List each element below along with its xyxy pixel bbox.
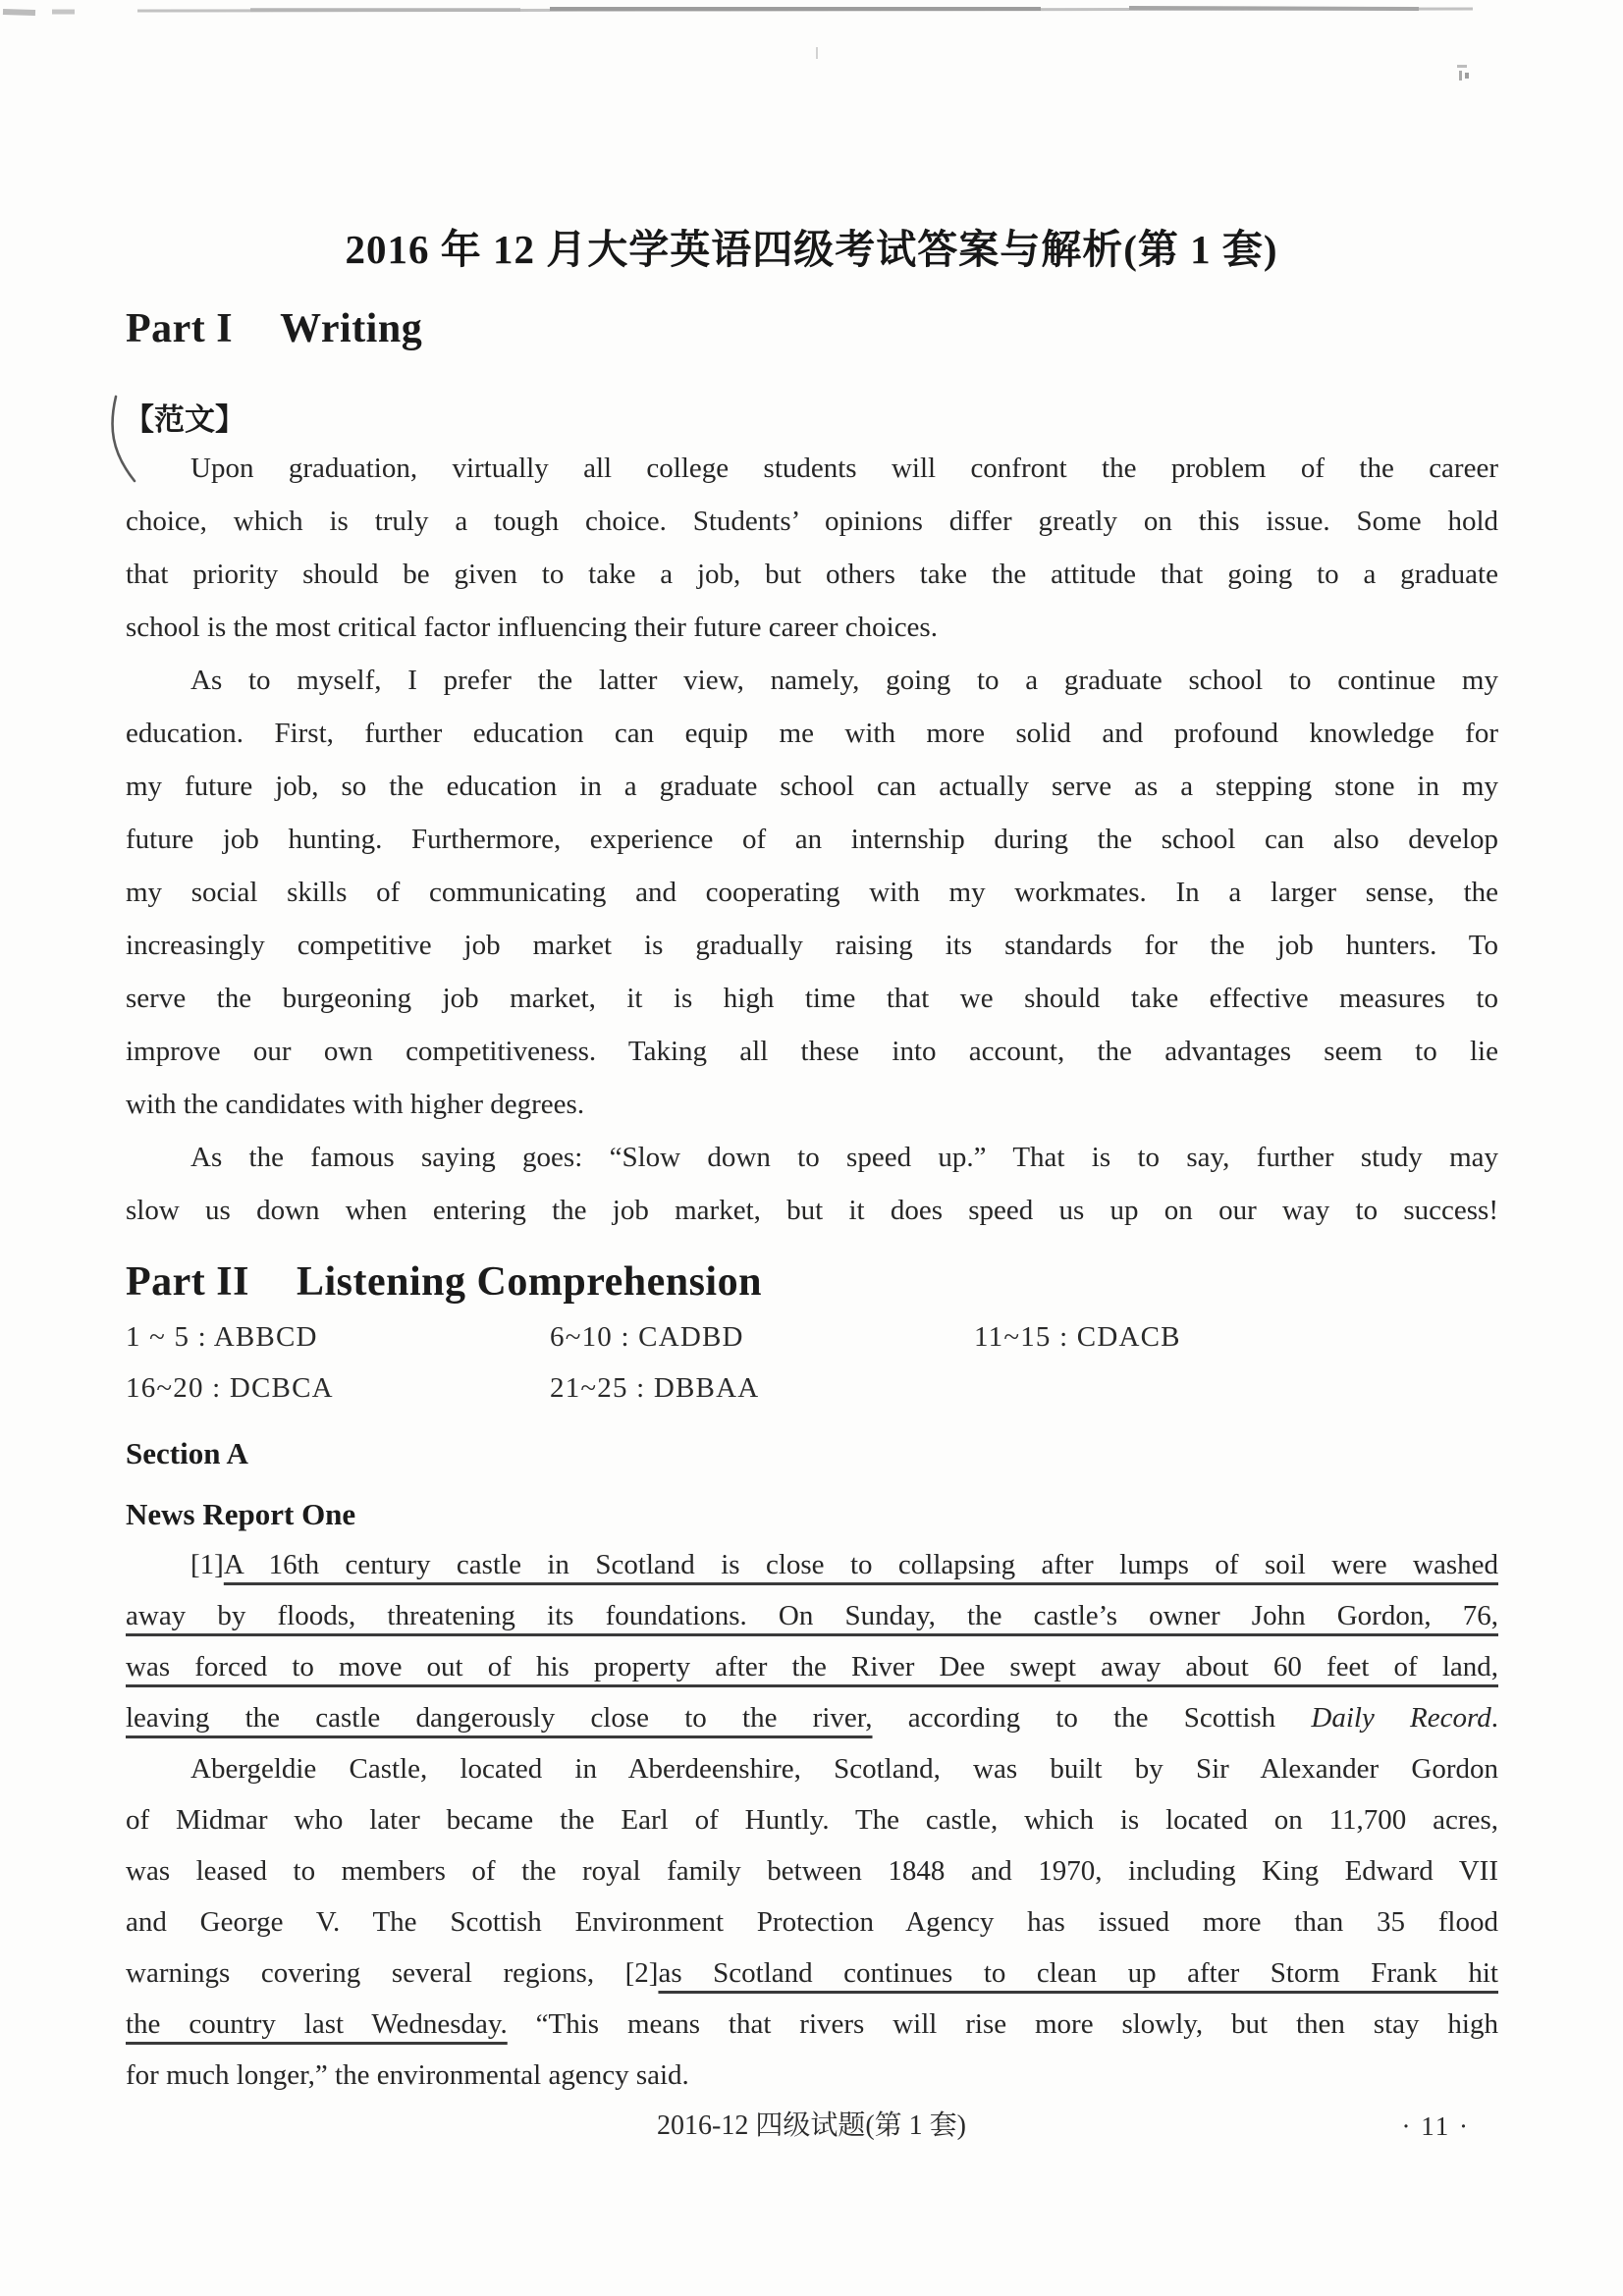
text-line <box>126 1025 1498 1078</box>
underlined-text: away by floods, threatening its foundations. On Sunday, the castle’s owner John Gordon, 76, <box>126 1600 1498 1631</box>
section-a-heading: Section A <box>126 1436 248 1470</box>
text-segment: my future job, so the education in a graduate school can actually serve as a stepping stone in my <box>126 771 1498 802</box>
underlined-text: the country last Wednesday. <box>126 2008 508 2040</box>
text-segment: that priority should be given to take a job, but others take the attitude that going to a graduate <box>126 559 1498 590</box>
answer-cell: 1 ~ 5 : ABBCD <box>126 1321 318 1353</box>
part2-heading <box>126 1257 762 1307</box>
text-line <box>126 548 1498 601</box>
text-line <box>126 1078 1498 1131</box>
text-segment: and George V. The Scottish Environment Protection Agency has issued more than 35 flood <box>126 1906 1498 1938</box>
italic-text: Daily Record <box>1311 1702 1491 1734</box>
text-line <box>126 1641 1498 1692</box>
text-segment: Upon graduation, virtually all college students will confront the problem of the career <box>190 453 1498 484</box>
text-line <box>126 813 1498 866</box>
sample-essay-label: 【范文】 <box>124 402 245 437</box>
text-segment: “This means that rivers will rise more slowly, but then stay high <box>507 2008 1498 2040</box>
text-line <box>126 495 1498 548</box>
text-line <box>126 1845 1498 1896</box>
news-report-one-transcript <box>126 1539 1498 2101</box>
text-segment: school is the most critical factor influencing their future career choices. <box>126 612 938 643</box>
page-title: 2016 年 12 月大学英语四级考试答案与解析(第 1 套) <box>345 227 1278 272</box>
text-line <box>126 442 1498 495</box>
text-line <box>126 1896 1498 1948</box>
text-line <box>126 866 1498 919</box>
text-segment: . <box>1490 1702 1498 1734</box>
text-line <box>126 919 1498 972</box>
footer-booklet-label: 2016-12 四级试题(第 1 套) <box>657 2110 966 2141</box>
part1-heading-label: Part I <box>126 306 234 351</box>
text-line <box>126 601 1498 654</box>
underlined-text: was forced to move out of his property after the River Dee swept away about 60 feet of land, <box>126 1651 1498 1682</box>
text-line <box>126 1948 1498 1999</box>
text-segment: As the famous saying goes: “Slow down to speed up.” That is to say, further study may <box>190 1142 1498 1173</box>
text-segment: was leased to members of the royal family between 1848 and 1970, including King Edward VII <box>126 1855 1498 1887</box>
answer-cell: 6~10 : CADBD <box>550 1321 744 1353</box>
text-line <box>126 707 1498 760</box>
text-segment: for much longer,” the environmental agency said. <box>126 2059 689 2091</box>
scan-noise-top-streak <box>0 0 1623 118</box>
text-line <box>126 1999 1498 2050</box>
underlined-text: leaving the castle dangerously close to the river, <box>126 1702 873 1734</box>
text-segment: Abergeldie Castle, located in Aberdeenshire, Scotland, was built by Sir Alexander Gordon <box>190 1753 1498 1785</box>
text-segment: with the candidates with higher degrees. <box>126 1089 585 1120</box>
text-segment: slow us down when entering the job market, but it does speed us up on our way to success! <box>126 1195 1498 1226</box>
text-segment: according to the Scottish <box>872 1702 1312 1734</box>
writing-sample-essay <box>126 442 1498 1237</box>
text-line <box>126 1692 1498 1743</box>
text-line <box>126 1184 1498 1237</box>
listening-answer-key <box>126 1311 1498 1414</box>
text-line <box>126 1794 1498 1845</box>
part1-heading-title: Writing <box>280 306 423 351</box>
answer-row <box>126 1362 1498 1414</box>
text-line <box>126 1590 1498 1641</box>
text-segment: my social skills of communicating and cooperating with my workmates. In a larger sense, the <box>126 877 1498 908</box>
underlined-text: as Scotland continues to clean up after Storm Frank hit <box>658 1957 1498 1989</box>
text-segment: choice, which is truly a tough choice. Students’ opinions differ greatly on this issue. Some hold <box>126 506 1498 537</box>
answer-cell: 16~20 : DCBCA <box>126 1372 334 1404</box>
text-line <box>126 654 1498 707</box>
text-line <box>126 1131 1498 1184</box>
text-segment: of Midmar who later became the Earl of Huntly. The castle, which is located on 11,700 acres, <box>126 1804 1498 1836</box>
part2-heading-title: Listening Comprehension <box>296 1259 762 1305</box>
text-segment: education. First, further education can equip me with more solid and profound knowledge for <box>126 718 1498 749</box>
text-line <box>126 972 1498 1025</box>
underlined-text: A 16th century castle in Scotland is close to collapsing after lumps of soil were washed <box>223 1549 1498 1580</box>
text-segment: improve our own competitiveness. Taking all these into account, the advantages seem to lie <box>126 1036 1498 1067</box>
answer-cell: 11~15 : CDACB <box>974 1321 1181 1353</box>
text-line <box>126 760 1498 813</box>
part2-heading-label: Part II <box>126 1259 249 1305</box>
text-segment: warnings covering several regions, <box>126 1957 625 1989</box>
text-segment: future job hunting. Furthermore, experience of an internship during the school can also develop <box>126 824 1498 855</box>
text-segment: serve the burgeoning job market, it is high time that we should take effective measures to <box>126 983 1498 1014</box>
text-segment: As to myself, I prefer the latter view, namely, going to a graduate school to continue my <box>190 665 1498 696</box>
answer-cell: 21~25 : DBBAA <box>550 1372 760 1404</box>
text-segment: [1] <box>190 1549 224 1580</box>
answer-row <box>126 1311 1498 1362</box>
text-line <box>126 1539 1498 1590</box>
answer-cell <box>974 1362 1398 1414</box>
text-line <box>126 2050 1498 2101</box>
text-segment: increasingly competitive job market is gradually raising its standards for the job hunters. To <box>126 930 1498 961</box>
text-line <box>126 1743 1498 1794</box>
part1-heading <box>126 304 422 353</box>
news-report-one-heading: News Report One <box>126 1497 356 1531</box>
text-segment: [2] <box>624 1957 659 1989</box>
footer-page-number: · 11 · <box>1401 2111 1470 2141</box>
